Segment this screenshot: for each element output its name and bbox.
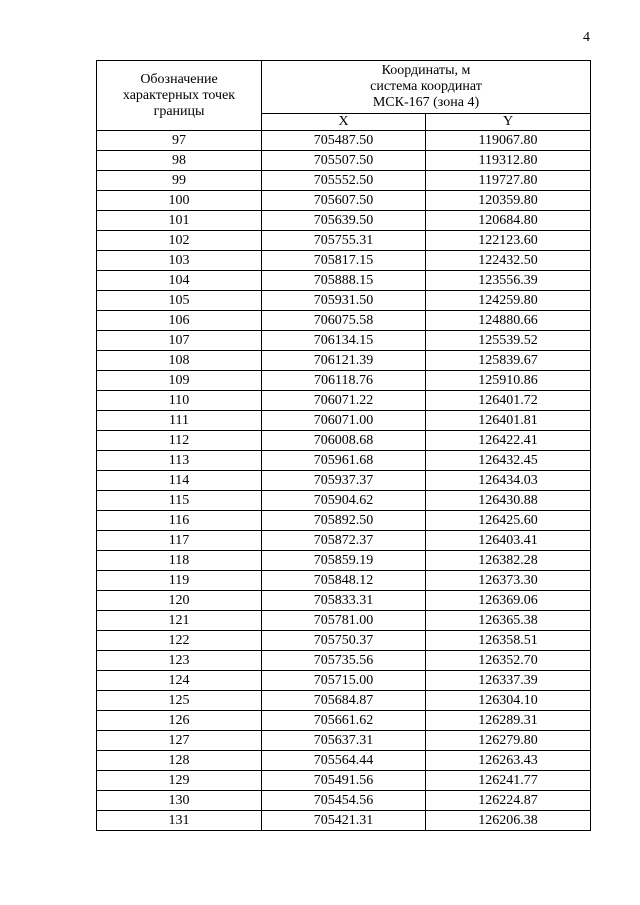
table-row xyxy=(97,251,591,271)
x-coordinate-cell: 705931.50 xyxy=(262,291,426,311)
y-coordinate-cell: 120359.80 xyxy=(426,191,591,211)
table-row xyxy=(97,591,591,611)
y-coordinate-cell: 126369.06 xyxy=(426,591,591,611)
table-header xyxy=(97,61,591,131)
y-coordinate-cell: 125910.86 xyxy=(426,371,591,391)
x-coordinate-cell: 706134.15 xyxy=(262,331,426,351)
table-row xyxy=(97,311,591,331)
y-coordinate-cell: 125539.52 xyxy=(426,331,591,351)
table-row xyxy=(97,551,591,571)
point-number-cell: 120 xyxy=(97,591,262,611)
y-coordinate-cell: 126263.43 xyxy=(426,751,591,771)
point-number-cell: 106 xyxy=(97,311,262,331)
table-row xyxy=(97,711,591,731)
x-coordinate-cell: 705507.50 xyxy=(262,151,426,171)
table-row xyxy=(97,571,591,591)
table-row xyxy=(97,131,591,151)
point-number-cell: 112 xyxy=(97,431,262,451)
point-number-cell: 125 xyxy=(97,691,262,711)
point-number-cell: 130 xyxy=(97,791,262,811)
x-coordinate-cell: 705904.62 xyxy=(262,491,426,511)
point-number-cell: 108 xyxy=(97,351,262,371)
y-coordinate-cell: 119312.80 xyxy=(426,151,591,171)
x-coordinate-cell: 705961.68 xyxy=(262,451,426,471)
y-coordinate-cell: 126279.80 xyxy=(426,731,591,751)
x-coordinate-cell: 706121.39 xyxy=(262,351,426,371)
point-number-cell: 131 xyxy=(97,811,262,831)
point-number-cell: 100 xyxy=(97,191,262,211)
point-number-cell: 109 xyxy=(97,371,262,391)
y-coordinate-cell: 122432.50 xyxy=(426,251,591,271)
y-coordinate-cell: 126206.38 xyxy=(426,811,591,831)
table-row xyxy=(97,651,591,671)
x-coordinate-cell: 705937.37 xyxy=(262,471,426,491)
y-coordinate-cell: 126304.10 xyxy=(426,691,591,711)
x-coordinate-cell: 705421.31 xyxy=(262,811,426,831)
point-number-cell: 114 xyxy=(97,471,262,491)
x-coordinate-cell: 705607.50 xyxy=(262,191,426,211)
y-coordinate-cell: 126401.72 xyxy=(426,391,591,411)
table-row xyxy=(97,271,591,291)
point-number-cell: 99 xyxy=(97,171,262,191)
x-coordinate-cell: 705833.31 xyxy=(262,591,426,611)
y-coordinate-cell: 123556.39 xyxy=(426,271,591,291)
x-coordinate-cell: 705750.37 xyxy=(262,631,426,651)
x-coordinate-cell: 706118.76 xyxy=(262,371,426,391)
x-coordinate-cell: 705491.56 xyxy=(262,771,426,791)
x-coordinate-cell: 705872.37 xyxy=(262,531,426,551)
point-number-cell: 122 xyxy=(97,631,262,651)
y-coordinate-cell: 124880.66 xyxy=(426,311,591,331)
y-coordinate-cell: 126365.38 xyxy=(426,611,591,631)
point-number-cell: 98 xyxy=(97,151,262,171)
point-number-cell: 128 xyxy=(97,751,262,771)
y-coordinate-cell: 126382.28 xyxy=(426,551,591,571)
point-number-cell: 115 xyxy=(97,491,262,511)
y-coordinate-cell: 119727.80 xyxy=(426,171,591,191)
point-number-cell: 113 xyxy=(97,451,262,471)
point-number-cell: 104 xyxy=(97,271,262,291)
x-coordinate-cell: 705735.56 xyxy=(262,651,426,671)
x-coordinate-cell: 705661.62 xyxy=(262,711,426,731)
point-number-cell: 127 xyxy=(97,731,262,751)
table-row xyxy=(97,371,591,391)
x-coordinate-cell: 705637.31 xyxy=(262,731,426,751)
coords-group-header: Координаты, м система координат МСК-167 (зона 4) xyxy=(262,61,591,114)
point-number-cell: 110 xyxy=(97,391,262,411)
y-column-header: Y xyxy=(426,114,591,131)
table-row xyxy=(97,731,591,751)
table-body xyxy=(97,131,591,831)
x-coordinate-cell: 705892.50 xyxy=(262,511,426,531)
page-number: 4 xyxy=(583,30,590,45)
x-coordinate-cell: 705848.12 xyxy=(262,571,426,591)
table-row xyxy=(97,811,591,831)
table-row xyxy=(97,791,591,811)
point-number-cell: 129 xyxy=(97,771,262,791)
x-coordinate-cell: 705817.15 xyxy=(262,251,426,271)
point-number-cell: 123 xyxy=(97,651,262,671)
x-coordinate-cell: 705888.15 xyxy=(262,271,426,291)
table-row xyxy=(97,491,591,511)
x-coordinate-cell: 705564.44 xyxy=(262,751,426,771)
point-number-cell: 97 xyxy=(97,131,262,151)
y-coordinate-cell: 126432.45 xyxy=(426,451,591,471)
table-row xyxy=(97,671,591,691)
table-row xyxy=(97,411,591,431)
y-coordinate-cell: 124259.80 xyxy=(426,291,591,311)
table-row xyxy=(97,171,591,191)
point-number-cell: 124 xyxy=(97,671,262,691)
x-coordinate-cell: 705755.31 xyxy=(262,231,426,251)
x-coordinate-cell: 705715.00 xyxy=(262,671,426,691)
point-number-cell: 116 xyxy=(97,511,262,531)
table-row xyxy=(97,331,591,351)
x-coordinate-cell: 706008.68 xyxy=(262,431,426,451)
table-row xyxy=(97,751,591,771)
table-row xyxy=(97,771,591,791)
coordinates-table xyxy=(96,60,591,831)
point-number-cell: 101 xyxy=(97,211,262,231)
y-coordinate-cell: 126358.51 xyxy=(426,631,591,651)
x-coordinate-cell: 705781.00 xyxy=(262,611,426,631)
table-row xyxy=(97,191,591,211)
y-coordinate-cell: 126224.87 xyxy=(426,791,591,811)
table-row xyxy=(97,631,591,651)
point-number-cell: 119 xyxy=(97,571,262,591)
point-number-cell: 103 xyxy=(97,251,262,271)
point-number-cell: 118 xyxy=(97,551,262,571)
point-label-header: Обозначение характерных точек границы xyxy=(97,61,262,131)
x-coordinate-cell: 706075.58 xyxy=(262,311,426,331)
table-row xyxy=(97,231,591,251)
table-row xyxy=(97,351,591,371)
x-coordinate-cell: 705684.87 xyxy=(262,691,426,711)
y-coordinate-cell: 126373.30 xyxy=(426,571,591,591)
y-coordinate-cell: 126434.03 xyxy=(426,471,591,491)
y-coordinate-cell: 122123.60 xyxy=(426,231,591,251)
x-coordinate-cell: 705454.56 xyxy=(262,791,426,811)
y-coordinate-cell: 126422.41 xyxy=(426,431,591,451)
table-row xyxy=(97,211,591,231)
point-number-cell: 121 xyxy=(97,611,262,631)
y-coordinate-cell: 126403.41 xyxy=(426,531,591,551)
y-coordinate-cell: 126289.31 xyxy=(426,711,591,731)
x-coordinate-cell: 705859.19 xyxy=(262,551,426,571)
point-number-cell: 107 xyxy=(97,331,262,351)
y-coordinate-cell: 126401.81 xyxy=(426,411,591,431)
x-coordinate-cell: 706071.22 xyxy=(262,391,426,411)
x-column-header: X xyxy=(262,114,426,131)
point-number-cell: 105 xyxy=(97,291,262,311)
table-row xyxy=(97,451,591,471)
table-row xyxy=(97,471,591,491)
table-row xyxy=(97,391,591,411)
y-coordinate-cell: 126337.39 xyxy=(426,671,591,691)
point-number-cell: 117 xyxy=(97,531,262,551)
x-coordinate-cell: 705487.50 xyxy=(262,131,426,151)
x-coordinate-cell: 705639.50 xyxy=(262,211,426,231)
table-row xyxy=(97,531,591,551)
y-coordinate-cell: 126241.77 xyxy=(426,771,591,791)
table-row xyxy=(97,691,591,711)
y-coordinate-cell: 126425.60 xyxy=(426,511,591,531)
x-coordinate-cell: 706071.00 xyxy=(262,411,426,431)
y-coordinate-cell: 126352.70 xyxy=(426,651,591,671)
y-coordinate-cell: 125839.67 xyxy=(426,351,591,371)
table-row xyxy=(97,611,591,631)
point-number-cell: 126 xyxy=(97,711,262,731)
table-row xyxy=(97,511,591,531)
y-coordinate-cell: 120684.80 xyxy=(426,211,591,231)
y-coordinate-cell: 126430.88 xyxy=(426,491,591,511)
table-row xyxy=(97,431,591,451)
x-coordinate-cell: 705552.50 xyxy=(262,171,426,191)
point-number-cell: 111 xyxy=(97,411,262,431)
table-row xyxy=(97,291,591,311)
y-coordinate-cell: 119067.80 xyxy=(426,131,591,151)
point-number-cell: 102 xyxy=(97,231,262,251)
table-row xyxy=(97,151,591,171)
